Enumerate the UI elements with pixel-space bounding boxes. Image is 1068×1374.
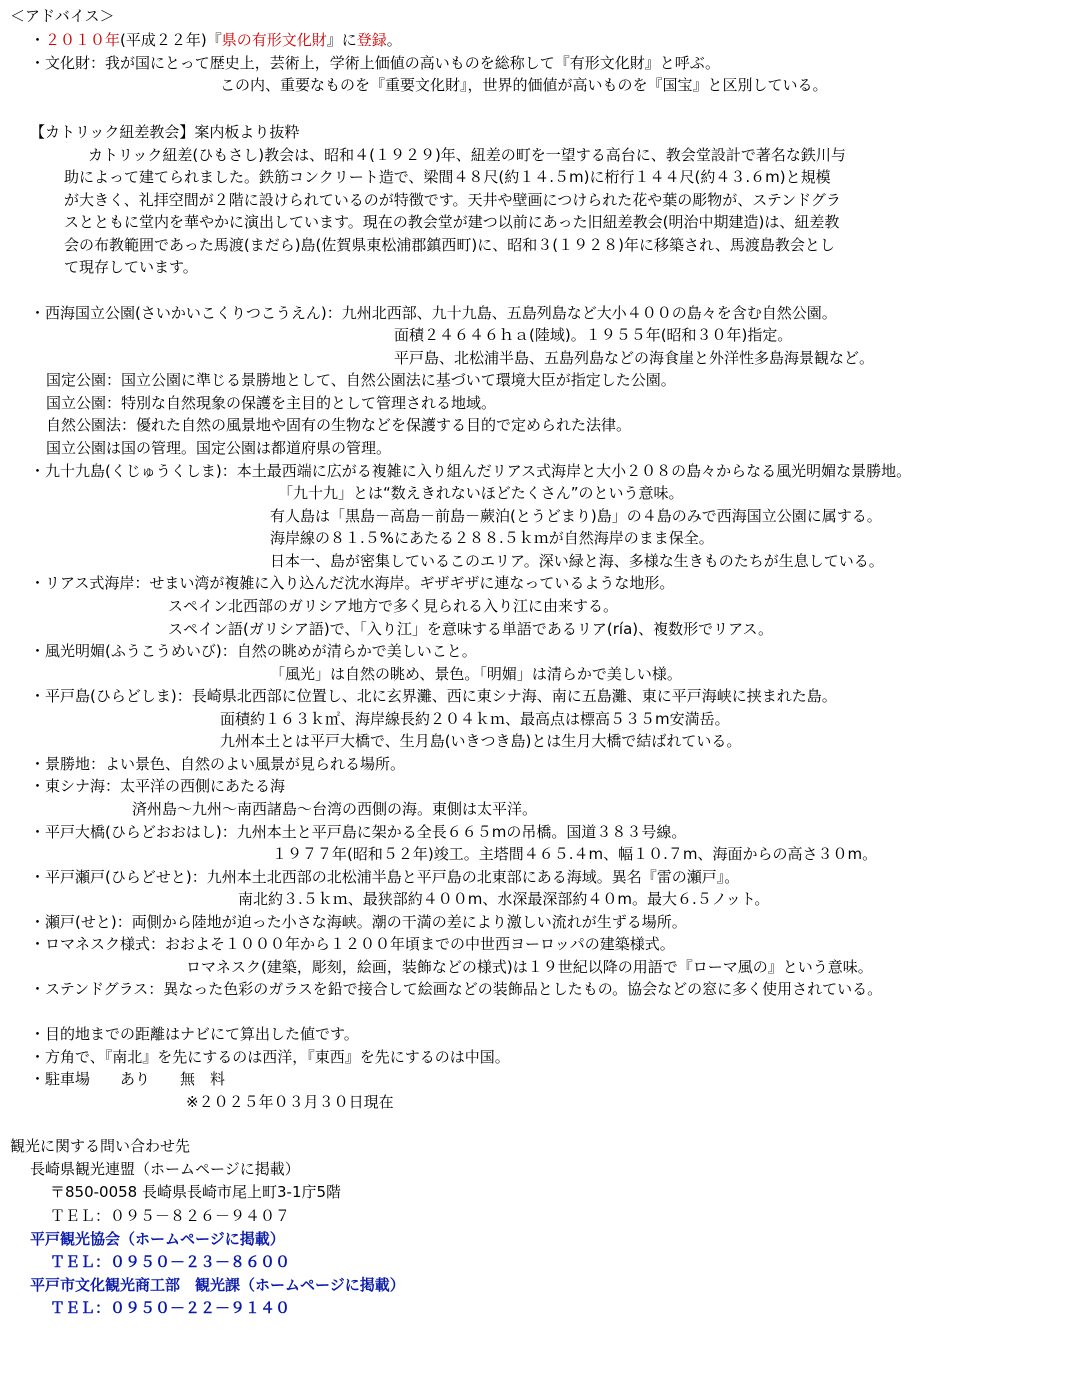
glossary-line: 日本一、島が密集しているこのエリア。深い緑と海、多様な生きものたちが生息している。: [270, 552, 884, 570]
note-line: ・方角で、『南北』を先にするのは西洋，『東西』を先にするのは中国。: [30, 1048, 510, 1066]
note-line: ・目的地までの距離はナビにて算出した値です。: [30, 1025, 359, 1043]
church-text-line: スとともに堂内を華やかに演出しています。現在の教会堂が建つ以前にあった旧紐差教会(明治中期建造)は、紐差教: [64, 213, 840, 231]
glossary-line: スペイン語(ガリシア語)で、「入り江」を意味する単語であるリア(ría)、複数形でリアス。: [168, 620, 773, 638]
glossary-line: 国定公園：国立公園に準じる景勝地として、自然公園法に基づいて環境大臣が指定した公園。: [46, 371, 676, 389]
glossary-line: 九州本土とは平戸大橋で、生月島(いきつき島)とは生月大橋で結ばれている。: [220, 732, 742, 750]
glossary-line: 有人島は「黒島－高島－前島－蕨泊(とうどまり)島」の４島のみで西海国立公園に属する。: [270, 507, 882, 525]
cultural-property-line: この内、重要なものを『重要文化財』，世界的価値が高いものを『国宝』と区別している。: [220, 76, 828, 94]
glossary-line: 海岸線の８１.５%にあたる２８８.５ｋｍが自然海岸のまま保全。: [270, 529, 714, 547]
registration-end: 。: [386, 31, 402, 49]
hirado-city-tourism-division-tel: ＴＥＬ：０９５０－２２－９１４０: [50, 1299, 291, 1317]
glossary-line: スペイン北西部のガリシア地方で多く見られる入り江に由来する。: [168, 597, 619, 615]
glossary-line: ・景勝地：よい景色、自然のよい風景が見られる場所。: [30, 755, 406, 773]
advice-heading: ＜アドバイス＞: [10, 7, 115, 25]
glossary-line: ・東シナ海：太平洋の西側にあたる海: [30, 777, 286, 795]
nagasaki-federation-address: 〒850-0058 長崎県長崎市尾上町3-1庁5階: [50, 1183, 342, 1201]
glossary-line: ・平戸瀬戸(ひらどせと)：九州本土北西部の北松浦半島と平戸島の北東部にある海域。異名『雷の瀬戸』。: [30, 868, 740, 886]
glossary-line: 済州島～九州～南西諸島～台湾の西側の海。東側は太平洋。: [132, 800, 538, 818]
registration-property: 県の有形文化財: [221, 31, 327, 49]
glossary-line: 平戸島、北松浦半島、五島列島などの海食崖と外洋性多島海景観など。: [394, 349, 875, 367]
registration-mid: 』に: [326, 31, 357, 49]
glossary-line: 自然公園法：優れた自然の風景地や固有の生物などを保護する目的で定められた法律。: [46, 416, 632, 434]
church-text-line: て現存しています。: [64, 258, 198, 276]
glossary-line: ・風光明媚(ふうこうめいび)：自然の眺めが清らかで美しいこと。: [30, 642, 477, 660]
nagasaki-federation-tel: ＴＥＬ：０９５－８２６－９４０７: [50, 1207, 291, 1225]
glossary-line: 面積約１６３ｋ㎡、海岸線長約２０４ｋｍ、最高点は標高５３５m安満岳。: [220, 710, 730, 728]
glossary-line: 面積２４６４６ｈａ(陸域)。１９５５年(昭和３０年)指定。: [394, 326, 793, 344]
church-text-line: が大きく、礼拝空間が２階に設けられているのが特徴です。天井や壁画につけられた花や葉の彫物が、ステンドグラ: [64, 191, 841, 209]
registration-line: [30, 30, 402, 50]
glossary-line: ・九十九島(くじゅうくしま)：本土最西端に広がる複雑に入り組んだリアス式海岸と大小２０８の島々からなる風光明媚な景勝地。: [30, 462, 912, 480]
glossary-line: 国立公園：特別な自然現象の保護を主目的として管理される地域。: [46, 394, 497, 412]
as-of-date: ※２０２５年０３月３０日現在: [186, 1093, 394, 1111]
glossary-line: ・平戸大橋(ひらどおおはし)：九州本土と平戸島に架かる全長６６５mの吊橋。国道３８３号線。: [30, 823, 687, 841]
glossary-line: ・ステンドグラス：異なった色彩のガラスを鉛で接合して絵画などの装飾品としたもの。協会などの窓に多く使用されている。: [30, 980, 883, 998]
glossary-line: ・西海国立公園(さいかいこくりつこうえん)：九州北西部、九十九島、五島列島など大小４００の島々を含む自然公園。: [30, 304, 837, 322]
church-text-line: 会の布教範囲であった馬渡(まだら)島(佐賀県東松浦郡鎮西町)に、昭和３(１９２８)年に移築され、馬渡島教会とし: [64, 236, 835, 254]
glossary-line: ・瀬戸(せと)：両側から陸地が迫った小さな海峡。潮の干満の差により激しい流れが生ずる場所。: [30, 913, 687, 931]
glossary-line: ロマネスク(建築，彫刻，絵画，装飾などの様式)は１９世紀以降の用語で『ローマ風の』という意味。: [186, 958, 873, 976]
church-text-line: カトリック紐差(ひもさし)教会は、昭和４(１９２９)年、紐差の町を一望する高台に、教会堂設計で著名な鉄川与: [88, 146, 846, 164]
church-heading: 【カトリック紐差教会】案内板より抜粋: [30, 123, 300, 141]
glossary-line: 南北約３.５ｋｍ、最狭部約４００m、水深最深部約４０m。最大６.５ノット。: [238, 890, 770, 908]
registration-year: ２０１０年: [45, 31, 121, 49]
glossary-line: １９７７年(昭和５２年)竣工。主塔間４６５.４m、幅１０.７m、海面からの高さ３０m。: [272, 845, 878, 863]
church-text-line: 助によって建てられました。鉄筋コンクリート造で、梁間４８尺(約１４.５m)に桁行１４４尺(約４３.６m)と規模: [64, 168, 831, 186]
cultural-property-line: ・文化財：我が国にとって歴史上，芸術上，学術上価値の高いものを総称して『有形文化財』と呼ぶ。: [30, 54, 721, 72]
glossary-line: ・平戸島(ひらどしま)：長崎県北西部に位置し、北に玄界灘、西に東シナ海、南に五島灘、東に平戸海峡に挟まれた島。: [30, 687, 837, 705]
hirado-tourism-association: 平戸観光協会（ホームページに掲載）: [30, 1230, 285, 1248]
glossary-line: ・リアス式海岸：せまい湾が複雑に入り込んだ沈水海岸。ギザギザに連なっているような地形。: [30, 574, 675, 592]
glossary-line: 「九十九」とは“数えきれないほどたくさん”のという意味。: [278, 484, 684, 502]
registration-registered: 登録: [356, 31, 387, 49]
bullet: ・: [30, 31, 46, 49]
contact-heading: 観光に関する問い合わせ先: [10, 1137, 191, 1155]
glossary-line: 国立公園は国の管理。国定公園は都道府県の管理。: [46, 439, 392, 457]
parking-note: ・駐車場 あり 無 料: [30, 1070, 226, 1088]
glossary-line: 「風光」は自然の眺め、景色。「明媚」は清らかで美しい様。: [270, 665, 682, 683]
hirado-tourism-association-tel: ＴＥＬ：０９５０－２３－８６００: [50, 1253, 291, 1271]
nagasaki-federation-name: 長崎県観光連盟（ホームページに掲載）: [30, 1160, 300, 1178]
hirado-city-tourism-division: 平戸市文化観光商工部 観光課（ホームページに掲載）: [30, 1276, 405, 1294]
glossary-line: ・ロマネスク様式：おおよそ１０００年から１２００年頃までの中世西ヨーロッパの建築様式。: [30, 935, 675, 953]
registration-era: (平成２２年)『: [120, 31, 222, 49]
